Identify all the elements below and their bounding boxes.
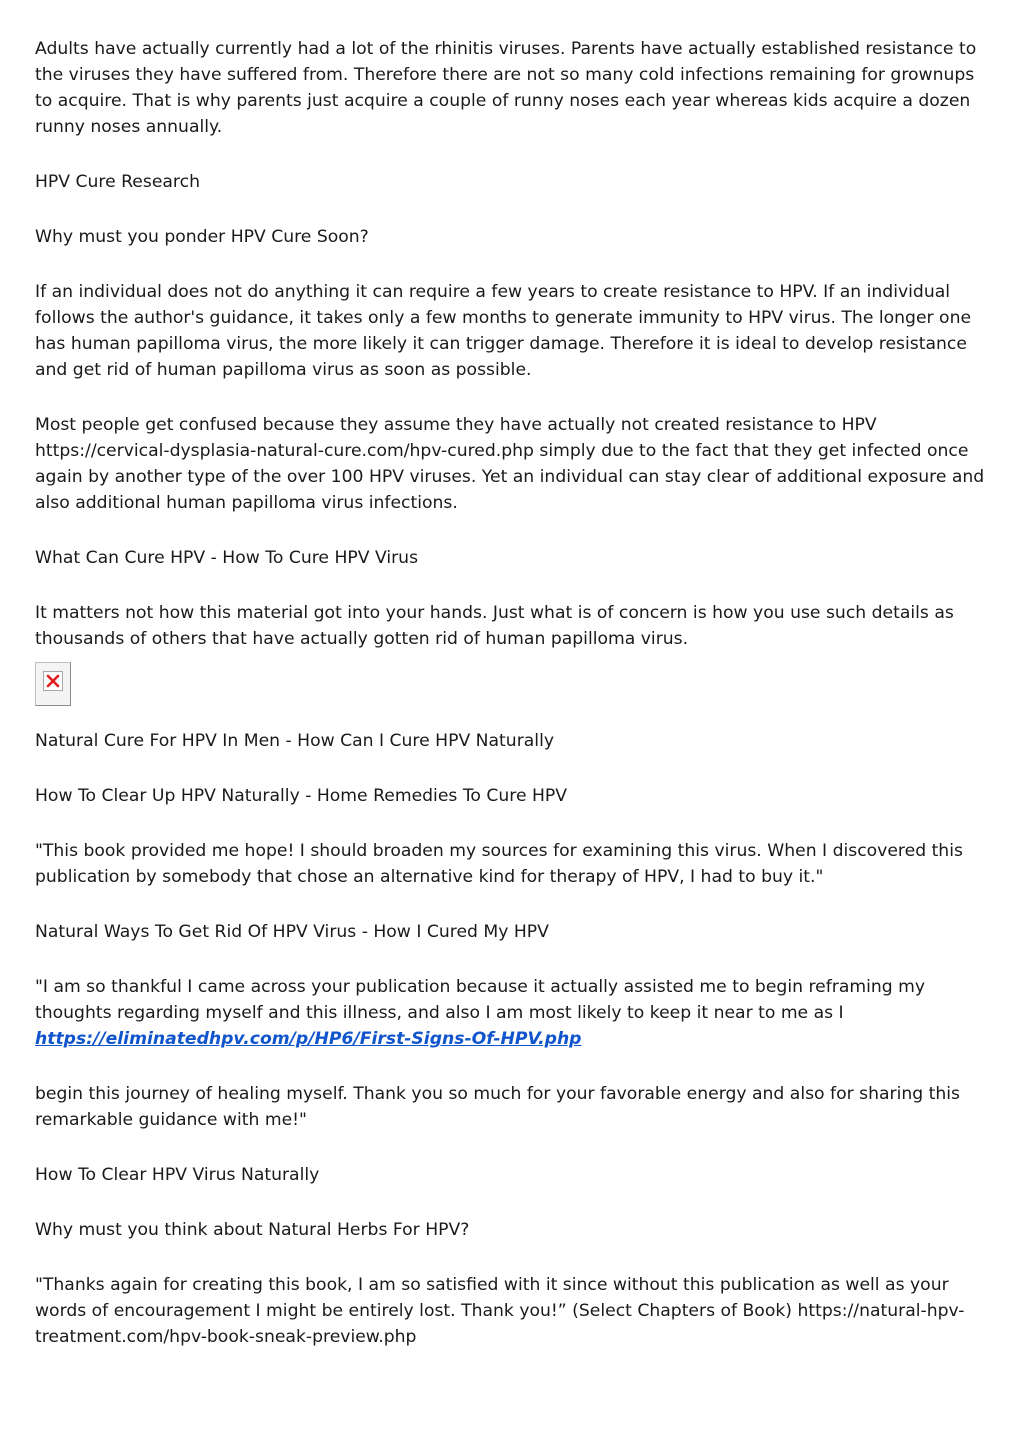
heading-natural-cure-men: Natural Cure For HPV In Men - How Can I Cure HPV Naturally <box>35 731 555 751</box>
heading-clear-up-naturally: How To Clear Up HPV Naturally - Home Remedies To Cure HPV <box>35 786 568 806</box>
paragraph-resistance: If an individual does not do anything it can require a few years to create resistance to HPV. If an individual follows the author's guidance, it takes only a few months to generate immunity to HPV virus. The longer one has human papilloma virus, the more likely it can trigger damage. Therefore it is ideal to develop resistance and get rid of human papilloma virus as soon as possible. <box>35 282 972 380</box>
paragraph-journey: begin this journey of healing myself. Thank you so much for your favorable energy and also for sharing this remarkable guidance with me!" <box>35 1084 960 1130</box>
heading-ponder-hpv-cure: Why must you ponder HPV Cure Soon? <box>35 227 369 247</box>
quote-book-hope: "This book provided me hope! I should broaden my sources for examining this virus. When I discovered this publication by somebody that chose an alternative kind for therapy of HPV, I had to buy it." <box>35 841 963 887</box>
eliminatedhpv-link[interactable]: https://eliminatedhpv.com/p/HP6/First-Signs-Of-HPV.php <box>35 1029 582 1049</box>
paragraph-confused: Most people get confused because they assume they have actually not created resistance to HPV https://cervical-dysplasia-natural-cure.com/hpv-cured.php simply due to the fact that they get infected once again by another type of the over 100 HPV viruses. Yet an individual can stay clear of additional exposure and also additional human papilloma virus infections. <box>35 415 985 513</box>
heading-natural-herbs: Why must you think about Natural Herbs For HPV? <box>35 1220 470 1240</box>
paragraph-material: It matters not how this material got into your hands. Just what is of concern is how you use such details as thousands of others that have actually gotten rid of human papilloma virus. <box>35 603 954 649</box>
heading-clear-virus-naturally: How To Clear HPV Virus Naturally <box>35 1165 320 1185</box>
quote-thanks-again: "Thanks again for creating this book, I am so satisfied with it since without this publication as well as your words of encouragement I might be entirely lost. Thank you!” (Select Chapters of Book) https://natural-hpv-treatment.com/hpv-book-sneak-preview.php <box>35 1275 965 1347</box>
quote-thankful <box>35 974 994 1052</box>
broken-image-icon <box>35 662 71 706</box>
heading-what-can-cure: What Can Cure HPV - How To Cure HPV Virus <box>35 548 419 568</box>
quote-thankful-text: "I am so thankful I came across your publication because it actually assisted me to begin reframing my thoughts regarding myself and this illness, and also I am most likely to keep it near to me as I <box>35 977 926 1023</box>
heading-natural-ways: Natural Ways To Get Rid Of HPV Virus - How I Cured My HPV <box>35 922 549 942</box>
heading-hpv-cure-research: HPV Cure Research <box>35 172 200 192</box>
paragraph-adults-rhinitis: Adults have actually currently had a lot of the rhinitis viruses. Parents have actually established resistance to the viruses they have suffered from. Therefore there are not so many cold infections remaining for grownups to acquire. That is why parents just acquire a couple of runny noses each year whereas kids acquire a dozen runny noses annually. <box>35 39 977 137</box>
